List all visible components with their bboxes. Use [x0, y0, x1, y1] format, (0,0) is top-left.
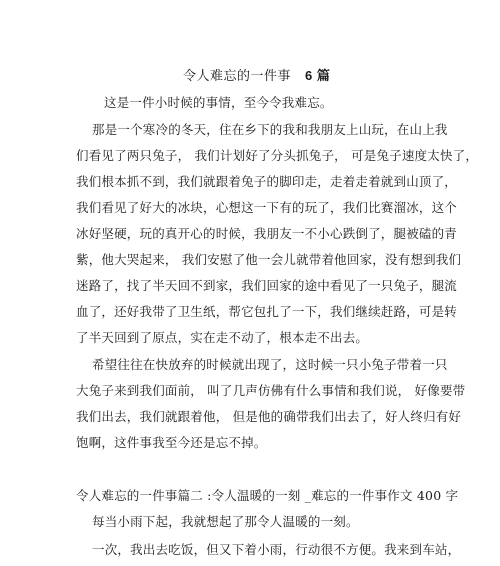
paragraph-line: 了半天回到了原点，实在走不动了，根本走不出去。	[76, 330, 369, 345]
paragraph-line: 这是一件小时候的事情，至今令我难忘。	[104, 95, 333, 110]
paragraph-line: 血了，还好我带了卫生纸，帮它包扎了一下，我们继续赶路，可是转	[76, 304, 458, 319]
paragraph-line: 迷路了，找了半天回不到家，我们回家的途中看见了一只兔子，腿流	[76, 278, 458, 293]
paragraph-line: 大兔子来到我们面前， 叫了几声仿佛有什么事情和我们说， 好像要带	[76, 383, 466, 398]
paragraph-line: 希望往往在快放弃的时候就出现了，这时候一只小兔子带着一只	[92, 357, 448, 372]
document-title	[183, 68, 330, 85]
paragraph-line: 紫，他大哭起来， 我们安慰了他一会儿就带着他回家，没有想到我们	[76, 252, 462, 267]
paragraph-line: 们看见了两只兔子， 我们计划好了分头抓兔子， 可是兔子速度太快了，	[76, 148, 479, 163]
paragraph-line: 我们根本抓不到，我们就跟着兔子的脚印走，走着走着就到山顶了，	[76, 174, 458, 189]
paragraph-line: 我们看见了好大的冰块，心想这一下有的玩了，我们比赛溜冰，这个	[76, 200, 458, 215]
paragraph-line: 我们出去，我们就跟着他， 但是他的确带我们出去了，好人终归有好	[76, 409, 462, 424]
paragraph-line: 每当小雨下起，我就想起了那令人温暖的一刻。	[92, 514, 359, 529]
title-text: 令人难忘的一件事	[183, 69, 292, 84]
section-heading: 令人难忘的一件事篇二 :令人温暖的一刻 _难忘的一件事作文 400 字	[76, 488, 459, 503]
paragraph-line: 那是一个寒冷的冬天，住在乡下的我和我朋友上山玩，在山上我	[92, 122, 448, 137]
title-number: 6 篇	[305, 68, 331, 83]
paragraph-line: 饱啊，这件事我至今还是忘不掉。	[76, 435, 267, 450]
paragraph-line: 一次，我出去吃饭，但又下着小雨，行动很不方便。我来到车站，	[92, 542, 461, 557]
paragraph-line: 冰好坚硬，玩的真开心的时候，我朋友一不小心跌倒了，腿被磕的青	[76, 226, 458, 241]
